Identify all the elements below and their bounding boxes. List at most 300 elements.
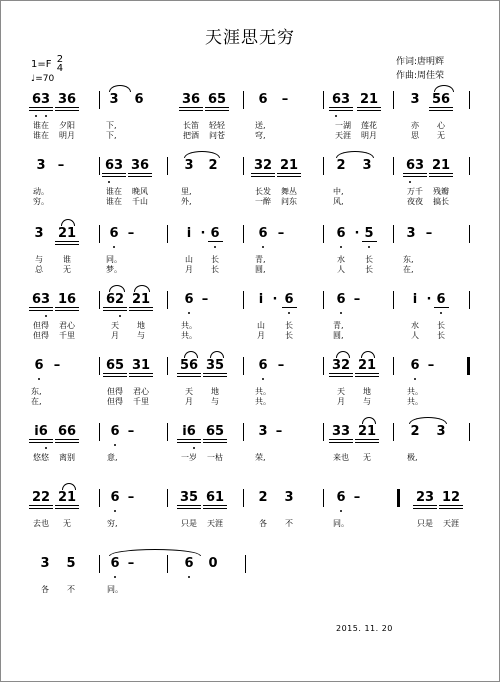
octave-dot	[340, 510, 342, 512]
lyric-syllable: 无	[63, 265, 71, 274]
lyric-syllable: 千山	[132, 197, 148, 206]
lyric-syllable: 穷,	[107, 519, 118, 528]
barline	[393, 291, 394, 309]
note	[30, 293, 52, 307]
lyric-syllable: 悠悠	[33, 453, 49, 462]
barline	[469, 423, 470, 441]
note-digits: –	[277, 226, 285, 241]
lyric-syllable: 残瓣	[433, 187, 449, 196]
underline	[128, 173, 152, 174]
underline	[329, 439, 353, 440]
note-digits: 3	[436, 424, 446, 439]
underline	[55, 107, 79, 108]
lyric-syllable: 来也	[333, 453, 349, 462]
lyric-syllable: 月	[337, 397, 345, 406]
tie-slur	[184, 351, 198, 358]
note-digits: 5	[364, 226, 374, 241]
time-top: 2	[56, 54, 64, 65]
lyric-syllable: 无	[63, 519, 71, 528]
tie-slur	[109, 549, 201, 556]
note-digits: 6	[258, 358, 268, 373]
note	[356, 359, 378, 373]
lyric-syllable: 长	[211, 265, 219, 274]
lyric-syllable: 青,	[255, 255, 266, 264]
music-system	[1, 293, 499, 353]
note	[335, 491, 348, 505]
underline	[277, 173, 301, 174]
note	[425, 359, 438, 373]
note-digits: 3	[34, 226, 44, 241]
octave-dot	[35, 115, 37, 117]
lyric-syllable: 共。	[255, 397, 271, 406]
note-digits: 6	[258, 226, 268, 241]
note-digits: 62	[105, 292, 125, 307]
note	[125, 227, 138, 241]
underline	[55, 307, 79, 308]
lyric-syllable: 风,	[333, 197, 344, 206]
note-digits: 3	[406, 226, 416, 241]
barline	[243, 357, 244, 375]
underline	[413, 508, 437, 509]
underline	[329, 442, 353, 443]
lyric-syllable: 一湖	[335, 121, 351, 130]
underline	[177, 373, 201, 374]
barline	[243, 489, 244, 507]
octave-dot	[188, 576, 190, 578]
barline	[323, 291, 324, 309]
lyric-syllable: 把酒	[183, 131, 199, 140]
note-digits: 6	[336, 490, 346, 505]
note	[404, 159, 426, 173]
lyric-syllable: 与	[137, 331, 145, 340]
music-system	[1, 159, 499, 219]
lyricist: 作词:唐明辉	[396, 57, 445, 67]
lyric-syllable: 中,	[333, 187, 344, 196]
barline	[393, 225, 394, 243]
underline	[355, 373, 379, 374]
note	[335, 227, 348, 241]
note	[335, 293, 348, 307]
note-digits: 6	[184, 292, 194, 307]
lyric-syllable: 长发	[255, 187, 271, 196]
lyric-syllable: 共。	[181, 331, 197, 340]
barline	[243, 291, 244, 309]
underline	[203, 373, 227, 374]
lyric-syllable: 离别	[59, 453, 75, 462]
underline	[29, 442, 53, 443]
note	[183, 293, 196, 307]
note	[361, 159, 374, 173]
note-digits: 63	[31, 292, 51, 307]
underline	[29, 310, 53, 311]
lyric-syllable: 共。	[255, 387, 271, 396]
note	[109, 425, 122, 439]
underline	[355, 442, 379, 443]
song-title: 天涯思无穷	[205, 28, 295, 48]
underline	[439, 505, 463, 506]
note-digits: 6	[436, 292, 446, 307]
note	[130, 359, 152, 373]
note	[33, 227, 46, 241]
note-digits: –	[275, 424, 283, 439]
underline	[205, 107, 229, 108]
note	[56, 93, 78, 107]
lyric-syllable: 君心	[59, 321, 75, 330]
lyric-syllable: 不	[67, 585, 75, 594]
underline	[203, 442, 227, 443]
lyric-syllable: 长	[285, 331, 293, 340]
underline	[128, 176, 152, 177]
barline	[167, 225, 168, 243]
underline	[329, 107, 353, 108]
underline	[429, 176, 453, 177]
underline	[29, 107, 53, 108]
note-digits: 32	[331, 358, 351, 373]
lyric-syllable: 与	[211, 397, 219, 406]
octave-dot	[214, 246, 216, 248]
note	[30, 93, 52, 107]
note-digits: 61	[205, 490, 225, 505]
note-digits: 3	[284, 490, 294, 505]
underline	[205, 110, 229, 111]
barline	[99, 291, 100, 309]
note-digits: 6	[134, 92, 144, 107]
note	[283, 293, 296, 307]
note-digits: 65	[205, 424, 225, 439]
underline	[103, 376, 127, 377]
underline	[129, 310, 153, 311]
note	[279, 93, 292, 107]
note-digits: i	[412, 292, 418, 307]
underline	[55, 241, 79, 242]
lyric-syllable: 长	[437, 321, 445, 330]
barline	[469, 157, 470, 175]
tempo-marking	[31, 74, 54, 84]
lyric-syllable: 谁在	[33, 121, 49, 130]
lyric-syllable: 水	[337, 255, 345, 264]
underline	[55, 442, 79, 443]
lyric-syllable: 心	[437, 121, 445, 130]
underline	[434, 307, 449, 308]
note	[183, 557, 196, 571]
note-digits: –	[353, 292, 361, 307]
lyric-syllable: 但得	[107, 387, 123, 396]
lyric-syllable: 问苍	[209, 131, 225, 140]
underline	[29, 439, 53, 440]
underline	[55, 505, 79, 506]
note	[423, 227, 436, 241]
tie-slur	[109, 285, 125, 292]
note	[56, 491, 78, 505]
lyric-syllable: 月	[257, 331, 265, 340]
note	[209, 227, 222, 241]
lyric-syllable: 但得	[33, 331, 49, 340]
barline	[99, 423, 100, 441]
underline	[203, 505, 227, 506]
lyric-syllable: 同。	[106, 255, 122, 264]
octave-dot	[262, 378, 264, 380]
octave-dot	[45, 115, 47, 117]
note	[30, 491, 52, 505]
note	[252, 159, 274, 173]
note	[125, 557, 138, 571]
lyric-syllable: 莲花	[361, 121, 377, 130]
barline	[99, 225, 100, 243]
note	[39, 557, 52, 571]
underline	[55, 310, 79, 311]
note	[257, 93, 270, 107]
underline	[251, 173, 275, 174]
tie-slur	[62, 483, 76, 490]
note-digits: 65	[105, 358, 125, 373]
note	[183, 227, 196, 241]
tie-slur	[409, 417, 447, 424]
note	[55, 159, 68, 173]
note	[405, 227, 418, 241]
octave-dot	[113, 246, 115, 248]
octave-dot	[114, 510, 116, 512]
lyric-syllable: 一醉	[255, 197, 271, 206]
note-digits: 6	[110, 556, 120, 571]
note	[56, 227, 78, 241]
underline	[403, 173, 427, 174]
barline	[323, 91, 324, 109]
underline	[429, 107, 453, 108]
barline	[469, 225, 470, 243]
music-system	[1, 491, 499, 551]
note-digits: 65	[207, 92, 227, 107]
lyric-syllable: 人	[411, 331, 419, 340]
note-digits: 16	[57, 292, 77, 307]
lyric-syllable: 谁在	[106, 187, 122, 196]
tie-slur	[134, 285, 150, 292]
note-digits: 21	[431, 158, 451, 173]
lyric-syllable: 总	[35, 265, 43, 274]
note-digits: 63	[331, 92, 351, 107]
note	[204, 425, 226, 439]
note	[130, 293, 152, 307]
note	[351, 491, 364, 505]
lyric-syllable: 动。	[33, 187, 49, 196]
lyric-syllable: 天	[337, 387, 345, 396]
lyric-syllable: 长	[365, 265, 373, 274]
barline	[469, 91, 470, 109]
note	[178, 425, 200, 439]
note	[51, 359, 64, 373]
note-digits: ·	[200, 226, 206, 241]
note-digits: 63	[31, 92, 51, 107]
lyric-syllable: 舞丛	[281, 187, 297, 196]
note	[330, 359, 352, 373]
octave-dot	[414, 378, 416, 380]
note-digits: –	[127, 490, 135, 505]
note	[356, 425, 378, 439]
note-digits: 36	[130, 158, 150, 173]
tie-slur	[336, 151, 374, 158]
lyric-syllable: 无	[363, 453, 371, 462]
barline	[469, 291, 470, 309]
note	[275, 227, 288, 241]
tempo-value: =70	[35, 74, 55, 84]
time-bottom: 4	[56, 63, 64, 74]
note	[278, 159, 300, 173]
lyric-syllable: 晚风	[132, 187, 148, 196]
note	[440, 491, 462, 505]
lyric-syllable: 一枯	[207, 453, 223, 462]
lyric-syllable: 长笛	[183, 121, 199, 130]
underline	[355, 439, 379, 440]
lyric-syllable: 梦。	[106, 265, 122, 274]
lyric-syllable: 明月	[361, 131, 377, 140]
note-digits: 21	[357, 358, 377, 373]
lyric-syllable: 千里	[133, 397, 149, 406]
underline	[177, 376, 201, 377]
lyric-syllable: 但得	[33, 321, 49, 330]
note	[133, 93, 146, 107]
note-digits: –	[425, 226, 433, 241]
note	[178, 359, 200, 373]
music-system	[1, 93, 499, 153]
time-signature	[57, 55, 63, 73]
note	[358, 93, 380, 107]
underline	[129, 307, 153, 308]
note-digits: 2	[410, 424, 420, 439]
octave-dot	[188, 312, 190, 314]
underline	[177, 442, 201, 443]
lyric-syllable: 在,	[403, 265, 414, 274]
note-digits: 2	[258, 490, 268, 505]
underline	[362, 241, 377, 242]
lyric-syllable: 千里	[59, 331, 75, 340]
barline	[167, 157, 168, 175]
underline	[55, 439, 79, 440]
underline	[329, 110, 353, 111]
underline	[203, 508, 227, 509]
note-digits: i6	[182, 424, 196, 439]
octave-dot	[45, 447, 47, 449]
octave-dot	[114, 444, 116, 446]
note-digits: 36	[181, 92, 201, 107]
lyric-syllable: 天	[185, 387, 193, 396]
note-digits: 2	[336, 158, 346, 173]
barline	[167, 555, 168, 573]
lyric-syllable: 同。	[107, 585, 123, 594]
lyric-syllable: 青,	[333, 321, 344, 330]
note	[204, 491, 226, 505]
note	[363, 227, 376, 241]
octave-dot	[340, 246, 342, 248]
music-system	[1, 227, 499, 287]
lyric-syllable: 圆,	[333, 331, 344, 340]
lyric-syllable: 荣,	[255, 453, 266, 462]
composer: 作曲:周佳荣	[396, 71, 445, 81]
note	[56, 425, 78, 439]
underline	[208, 241, 223, 242]
note-digits: 6	[110, 490, 120, 505]
octave-dot	[288, 312, 290, 314]
underline	[357, 107, 381, 108]
lyric-syllable: 里,	[181, 187, 192, 196]
barline	[323, 225, 324, 243]
note	[409, 359, 422, 373]
octave-dot	[108, 181, 110, 183]
lyric-syllable: 只是	[181, 519, 197, 528]
tie-slur	[184, 151, 220, 158]
barline	[243, 157, 244, 175]
note	[204, 359, 226, 373]
note	[104, 293, 126, 307]
note	[206, 93, 228, 107]
note-digits: i	[186, 226, 192, 241]
underline	[251, 176, 275, 177]
underline	[103, 310, 127, 311]
note-digits: 32	[253, 158, 273, 173]
barline	[167, 291, 168, 309]
note	[269, 293, 282, 307]
repeat-barline	[397, 489, 400, 507]
lyric-syllable: 山	[257, 321, 265, 330]
lyric-syllable: 各	[41, 585, 49, 594]
underline	[203, 376, 227, 377]
octave-dot	[409, 181, 411, 183]
note	[257, 425, 270, 439]
note-digits: 3	[184, 158, 194, 173]
lyric-syllable: 搞长	[433, 197, 449, 206]
lyric-syllable: 地	[137, 321, 145, 330]
lyric-syllable: 亦	[411, 121, 419, 130]
note-digits: 21	[57, 226, 77, 241]
underline	[177, 439, 201, 440]
note-digits: 6	[284, 292, 294, 307]
lyric-syllable: 地	[363, 387, 371, 396]
note	[108, 93, 121, 107]
underline	[277, 176, 301, 177]
tie-slur	[361, 351, 375, 358]
lyric-syllable: 天涯	[207, 519, 223, 528]
note-digits: 6	[184, 556, 194, 571]
octave-dot	[440, 312, 442, 314]
note	[257, 359, 270, 373]
note-digits: 3	[258, 424, 268, 439]
lyric-syllable: 去也	[33, 519, 49, 528]
lyric-syllable: 外,	[181, 197, 192, 206]
lyric-syllable: 谁在	[33, 131, 49, 140]
note	[409, 93, 422, 107]
lyric-syllable: 明月	[59, 131, 75, 140]
note-digits: 35	[205, 358, 225, 373]
lyric-syllable: 与	[35, 255, 43, 264]
note-digits: 23	[415, 490, 435, 505]
note-digits: 22	[31, 490, 51, 505]
underline	[357, 110, 381, 111]
barline	[323, 423, 324, 441]
underline	[103, 373, 127, 374]
note-digits: 21	[359, 92, 379, 107]
lyric-syllable: 谁在	[106, 197, 122, 206]
lyric-syllable: 万千	[407, 187, 423, 196]
lyric-syllable: 夜夜	[407, 197, 423, 206]
note	[351, 293, 364, 307]
lyric-syllable: 问东	[281, 197, 297, 206]
lyric-syllable: 长	[365, 255, 373, 264]
note	[435, 425, 448, 439]
barline	[99, 489, 100, 507]
octave-dot	[368, 246, 370, 248]
underline	[55, 508, 79, 509]
lyric-syllable: 地	[211, 387, 219, 396]
note-digits: 35	[179, 490, 199, 505]
underline	[179, 107, 203, 108]
